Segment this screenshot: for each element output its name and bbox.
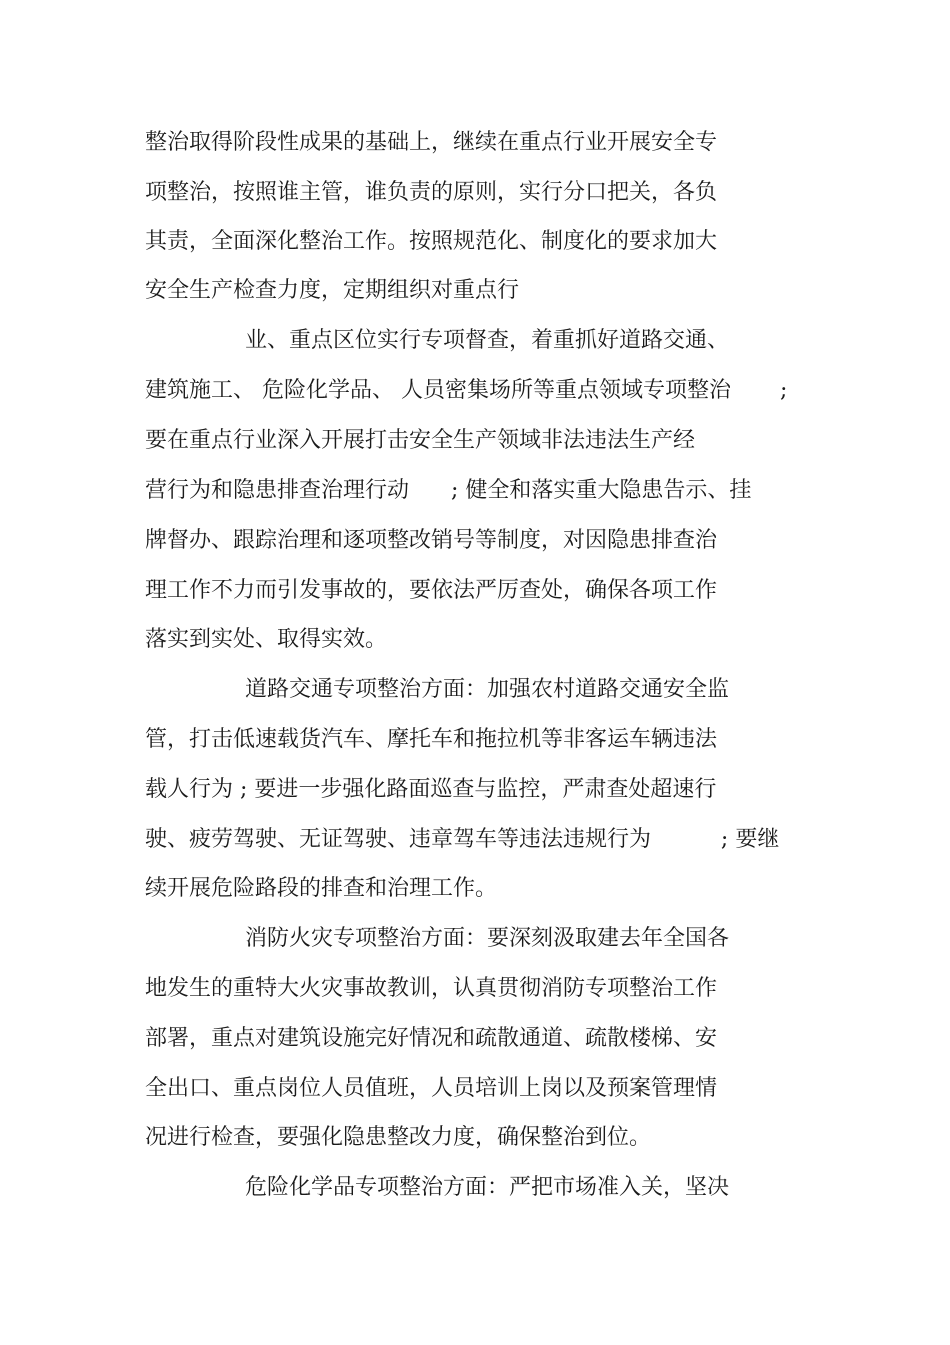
text-line: 建筑施工、 危险化学品、 人员密集场所等重点领域专项整治 ; [145, 378, 788, 403]
text-line: 地发生的重特大火灾事故教训，认真贯彻消防专项整治工作 [145, 976, 718, 1001]
text-line: 项整治，按照谁主管，谁负责的原则，实行分口把关，各负 [145, 180, 718, 205]
text-line: 其责，全面深化整治工作。按照规范化、制度化的要求加大 [145, 229, 718, 254]
text-line: 况进行检查，要强化隐患整改力度，确保整治到位。 [145, 1125, 652, 1150]
text-line: 整治取得阶段性成果的基础上，继续在重点行业开展安全专 [145, 130, 718, 155]
text-line: 管，打击低速载货汽车、摩托车和拖拉机等非客运车辆违法 [145, 727, 718, 752]
text-line: 续开展危险路段的排查和治理工作。 [145, 876, 498, 901]
paragraph-start-line: 道路交通专项整治方面：加强农村道路交通安全监 [245, 677, 730, 702]
text-line: 驶、疲劳驾驶、无证驾驶、违章驾车等违法违规行为 ; 要继 [145, 827, 780, 852]
text-line: 落实到实处、取得实效。 [145, 627, 388, 652]
text-line: 部署，重点对建筑设施完好情况和疏散通道、疏散楼梯、安 [145, 1026, 718, 1051]
text-line: 理工作不力而引发事故的，要依法严厉查处，确保各项工作 [145, 578, 718, 603]
text-line: 载人行为 ; 要进一步强化路面巡查与监控，严肃查处超速行 [145, 777, 717, 802]
text-line: 全出口、重点岗位人员值班，人员培训上岗以及预案管理情 [145, 1076, 718, 1101]
paragraph-start-line: 消防火灾专项整治方面：要深刻汲取建去年全国各 [245, 926, 730, 951]
text-line: 业、重点区位实行专项督查，着重抓好道路交通、 [245, 328, 730, 353]
text-line: 安全生产检查力度，定期组织对重点行 [145, 278, 520, 303]
paragraph-start-line: 危险化学品专项整治方面：严把市场准入关，坚决 [245, 1175, 730, 1200]
text-line: 要在重点行业深入开展打击安全生产领域非法违法生产经 [145, 428, 696, 453]
text-line: 营行为和隐患排查治理行动 ; 健全和落实重大隐患告示、挂 [145, 478, 752, 503]
text-line: 牌督办、跟踪治理和逐项整改销号等制度，对因隐患排查治 [145, 528, 718, 553]
